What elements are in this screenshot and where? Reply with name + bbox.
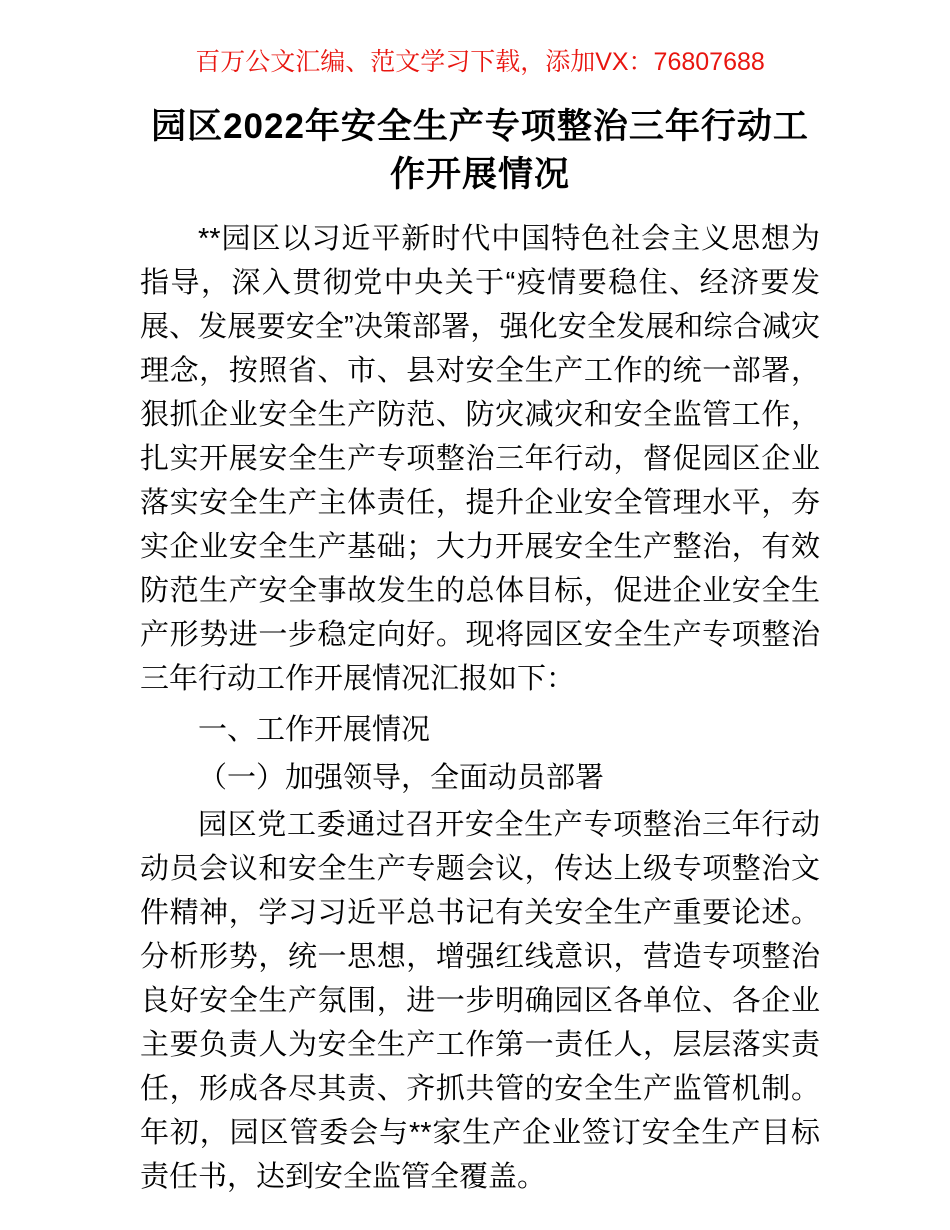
paragraph-section-one-body: 园区党工委通过召开安全生产专项整治三年行动动员会议和安全生产专题会议，传达上级专项整治文件精神，学习习近平总书记有关安全生产重要论述。分析形势，统一思想，增强红线意识，营造专项整治良好安全生产氛围，进一步明确园区各单位、各企业主要负责人为安全生产工作第一责任人，层层落实责任，形成各尽其责、齐抓共管的安全生产监管机制。年初，园区管委会与**家生产企业签订安全生产目标责任书，达到安全监管全覆盖。 — [140, 809, 820, 1193]
subsection-heading-strengthen-leadership: （一）加强领导，全面动员部署 — [198, 762, 605, 794]
section-heading-work-progress: 一、工作开展情况 — [198, 714, 431, 746]
document-title: 园区2022年安全生产专项整治三年行动工作开展情况 — [151, 107, 809, 194]
promo-watermark-text: 百万公文汇编、范文学习下载，添加VX：76807688 — [195, 48, 765, 76]
paragraph-introduction: **园区以习近平新时代中国特色社会主义思想为指导，深入贯彻党中央关于“疫情要稳住、经济要发展、发展要安全”决策部署，强化安全发展和综合减灾理念，按照省、市、县对安全生产工作的统一部署，狠抓企业安全生产防范、防灾减灾和安全监管工作，扎实开展安全生产专项整治三年行动，督促园区企业落实安全生产主体责任，提升企业安全管理水平，夯实企业安全生产基础；大力开展安全生产整治，有效防范生产安全事故发生的总体目标，促进企业安全生产形势进一步稳定向好。现将园区安全生产专项整治三年行动工作开展情况汇报如下： — [140, 223, 820, 695]
